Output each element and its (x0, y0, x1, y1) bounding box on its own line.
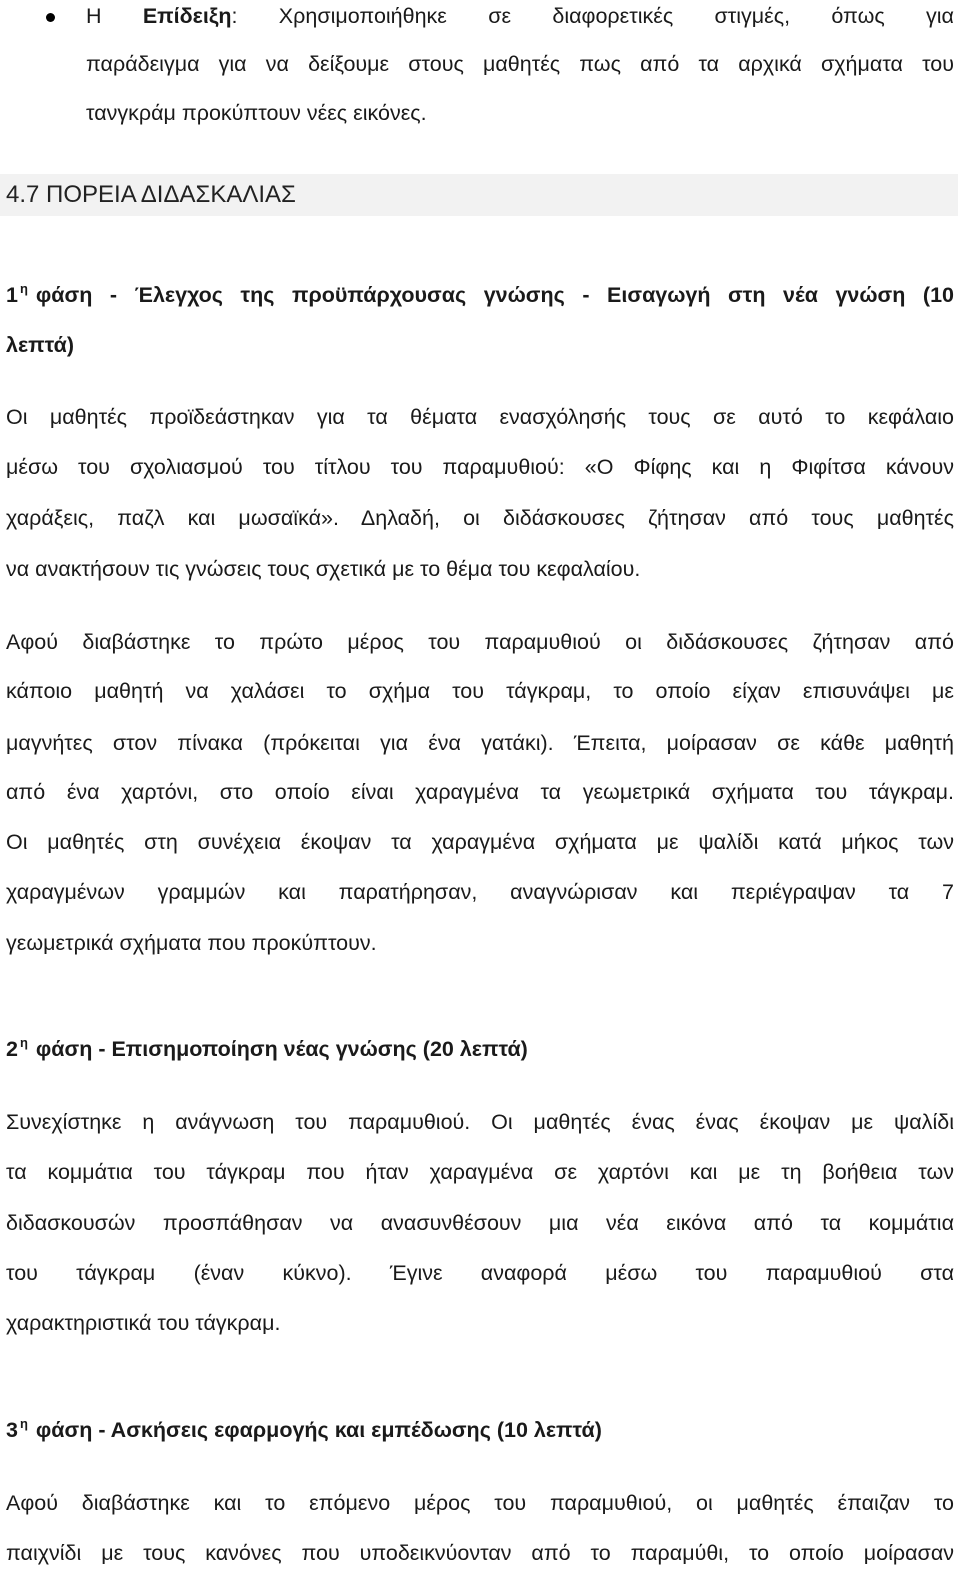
phase2-sup: η (19, 1035, 28, 1050)
phase1-title-line2: λεπτά) (6, 333, 74, 357)
phase1-p1-line-4: να ανακτήσουν τις γνώσεις τους σχετικά με το θέμα του κεφαλαίου. (6, 557, 641, 581)
phase3-number: 3 (6, 1418, 18, 1442)
phase2-p1-line-5: χαρακτηριστικά του τάγκραμ. (6, 1311, 281, 1335)
phase1-p1-line-1: Οι μαθητές προϊδεάστηκαν για τα θέματα ενασχόλησής τους σε αυτό το κεφάλαιο (6, 405, 954, 429)
phase2-title: φάση - Επισημοποίηση νέας γνώσης (20 λεπτά) (35, 1037, 528, 1061)
phase1-title-line1: φάση - Έλεγχος της προϋπάρχουσας γνώσης - Εισαγωγή στη νέα γνώση (10 (35, 283, 954, 307)
phase3-heading (6, 1416, 602, 1444)
phase1-p2-line-5: Οι μαθητές στη συνέχεια έκοψαν τα χαραγμένα σχήματα με ψαλίδι κατά μήκος των (6, 830, 954, 854)
bullet-term: Επίδειξη (142, 4, 232, 28)
phase1-sup: η (19, 281, 28, 296)
phase1-p2-line-2: κάποιο μαθητή να χαλάσει το σχήμα του τάγκραμ, το οποίο είχαν επισυνάψει με (6, 679, 954, 703)
phase1-p1-line-3: χαράξεις, παζλ και μωσαϊκά». Δηλαδή, οι διδάσκουσες ζήτησαν από τους μαθητές (6, 506, 954, 530)
phase3-p1-line-1: Αφού διαβάστηκε και το επόμενο μέρος του παραμυθιού, οι μαθητές έπαιζαν το (6, 1491, 954, 1515)
bullet-line-1 (86, 2, 954, 30)
phase1-p2-line-4: από ένα χαρτόνι, στο οποίο είναι χαραγμένα τα γεωμετρικά σχήματα του τάγκραμ. (6, 780, 954, 804)
phase2-p1-line-1: Συνεχίστηκε η ανάγνωση του παραμυθιού. Οι μαθητές ένας ένας έκοψαν με ψαλίδι (6, 1110, 954, 1134)
phase1-number: 1 (6, 283, 18, 307)
section-title: 4.7 ΠΟΡΕΙΑ ΔΙΔΑΣΚΑΛΙΑΣ (6, 181, 296, 208)
bullet-line1-rest: : Χρησιμοποιήθηκε σε διαφορετικές στιγμές, όπως για (231, 4, 954, 28)
bullet-prefix: Η (86, 4, 143, 28)
phase1-p2-line-6: χαραγμένων γραμμών και παρατήρησαν, αναγνώρισαν και περιέγραψαν τα 7 (6, 880, 954, 904)
phase1-p1-line-2: μέσω του σχολιασμού του τίτλου του παραμυθιού: «Ο Φίφης και η Φιφίτσα κάνουν (6, 455, 954, 479)
phase1-heading (6, 281, 954, 309)
phase1-p2-line-7: γεωμετρικά σχήματα που προκύπτουν. (6, 931, 377, 955)
phase2-p1-line-3: διδασκουσών προσπάθησαν να ανασυνθέσουν μια νέα εικόνα από τα κομμάτια (6, 1211, 954, 1235)
phase3-title: φάση - Ασκήσεις εφαρμογής και εμπέδωσης (10 λεπτά) (35, 1418, 602, 1442)
phase2-p1-line-4: του τάγκραμ (έναν κύκνο). Έγινε αναφορά μέσω του παραμυθιού στα (6, 1261, 954, 1285)
bullet-dot-icon (46, 13, 55, 22)
phase1-p2-line-1: Αφού διαβάστηκε το πρώτο μέρος του παραμυθιού οι διδάσκουσες ζήτησαν από (6, 630, 954, 654)
phase3-sup: η (19, 1416, 28, 1431)
bullet-line-2: παράδειγμα για να δείξουμε στους μαθητές πως από τα αρχικά σχήματα του (86, 52, 954, 76)
phase2-p1-line-2: τα κομμάτια του τάγκραμ που ήταν χαραγμένα σε χαρτόνι και με τη βοήθεια των (6, 1160, 954, 1184)
phase2-number: 2 (6, 1037, 18, 1061)
phase2-heading (6, 1035, 528, 1063)
phase3-p1-line-2: παιχνίδι με τους κανόνες που υποδεικνύονταν από το παραμύθι, το οποίο μοίρασαν (6, 1541, 954, 1565)
bullet-line-3: τανγκράμ προκύπτουν νέες εικόνες. (86, 101, 427, 125)
phase1-p2-line-3: μαγνήτες στον πίνακα (πρόκειται για ένα γατάκι). Έπειτα, μοίρασαν σε κάθε μαθητή (6, 731, 954, 755)
